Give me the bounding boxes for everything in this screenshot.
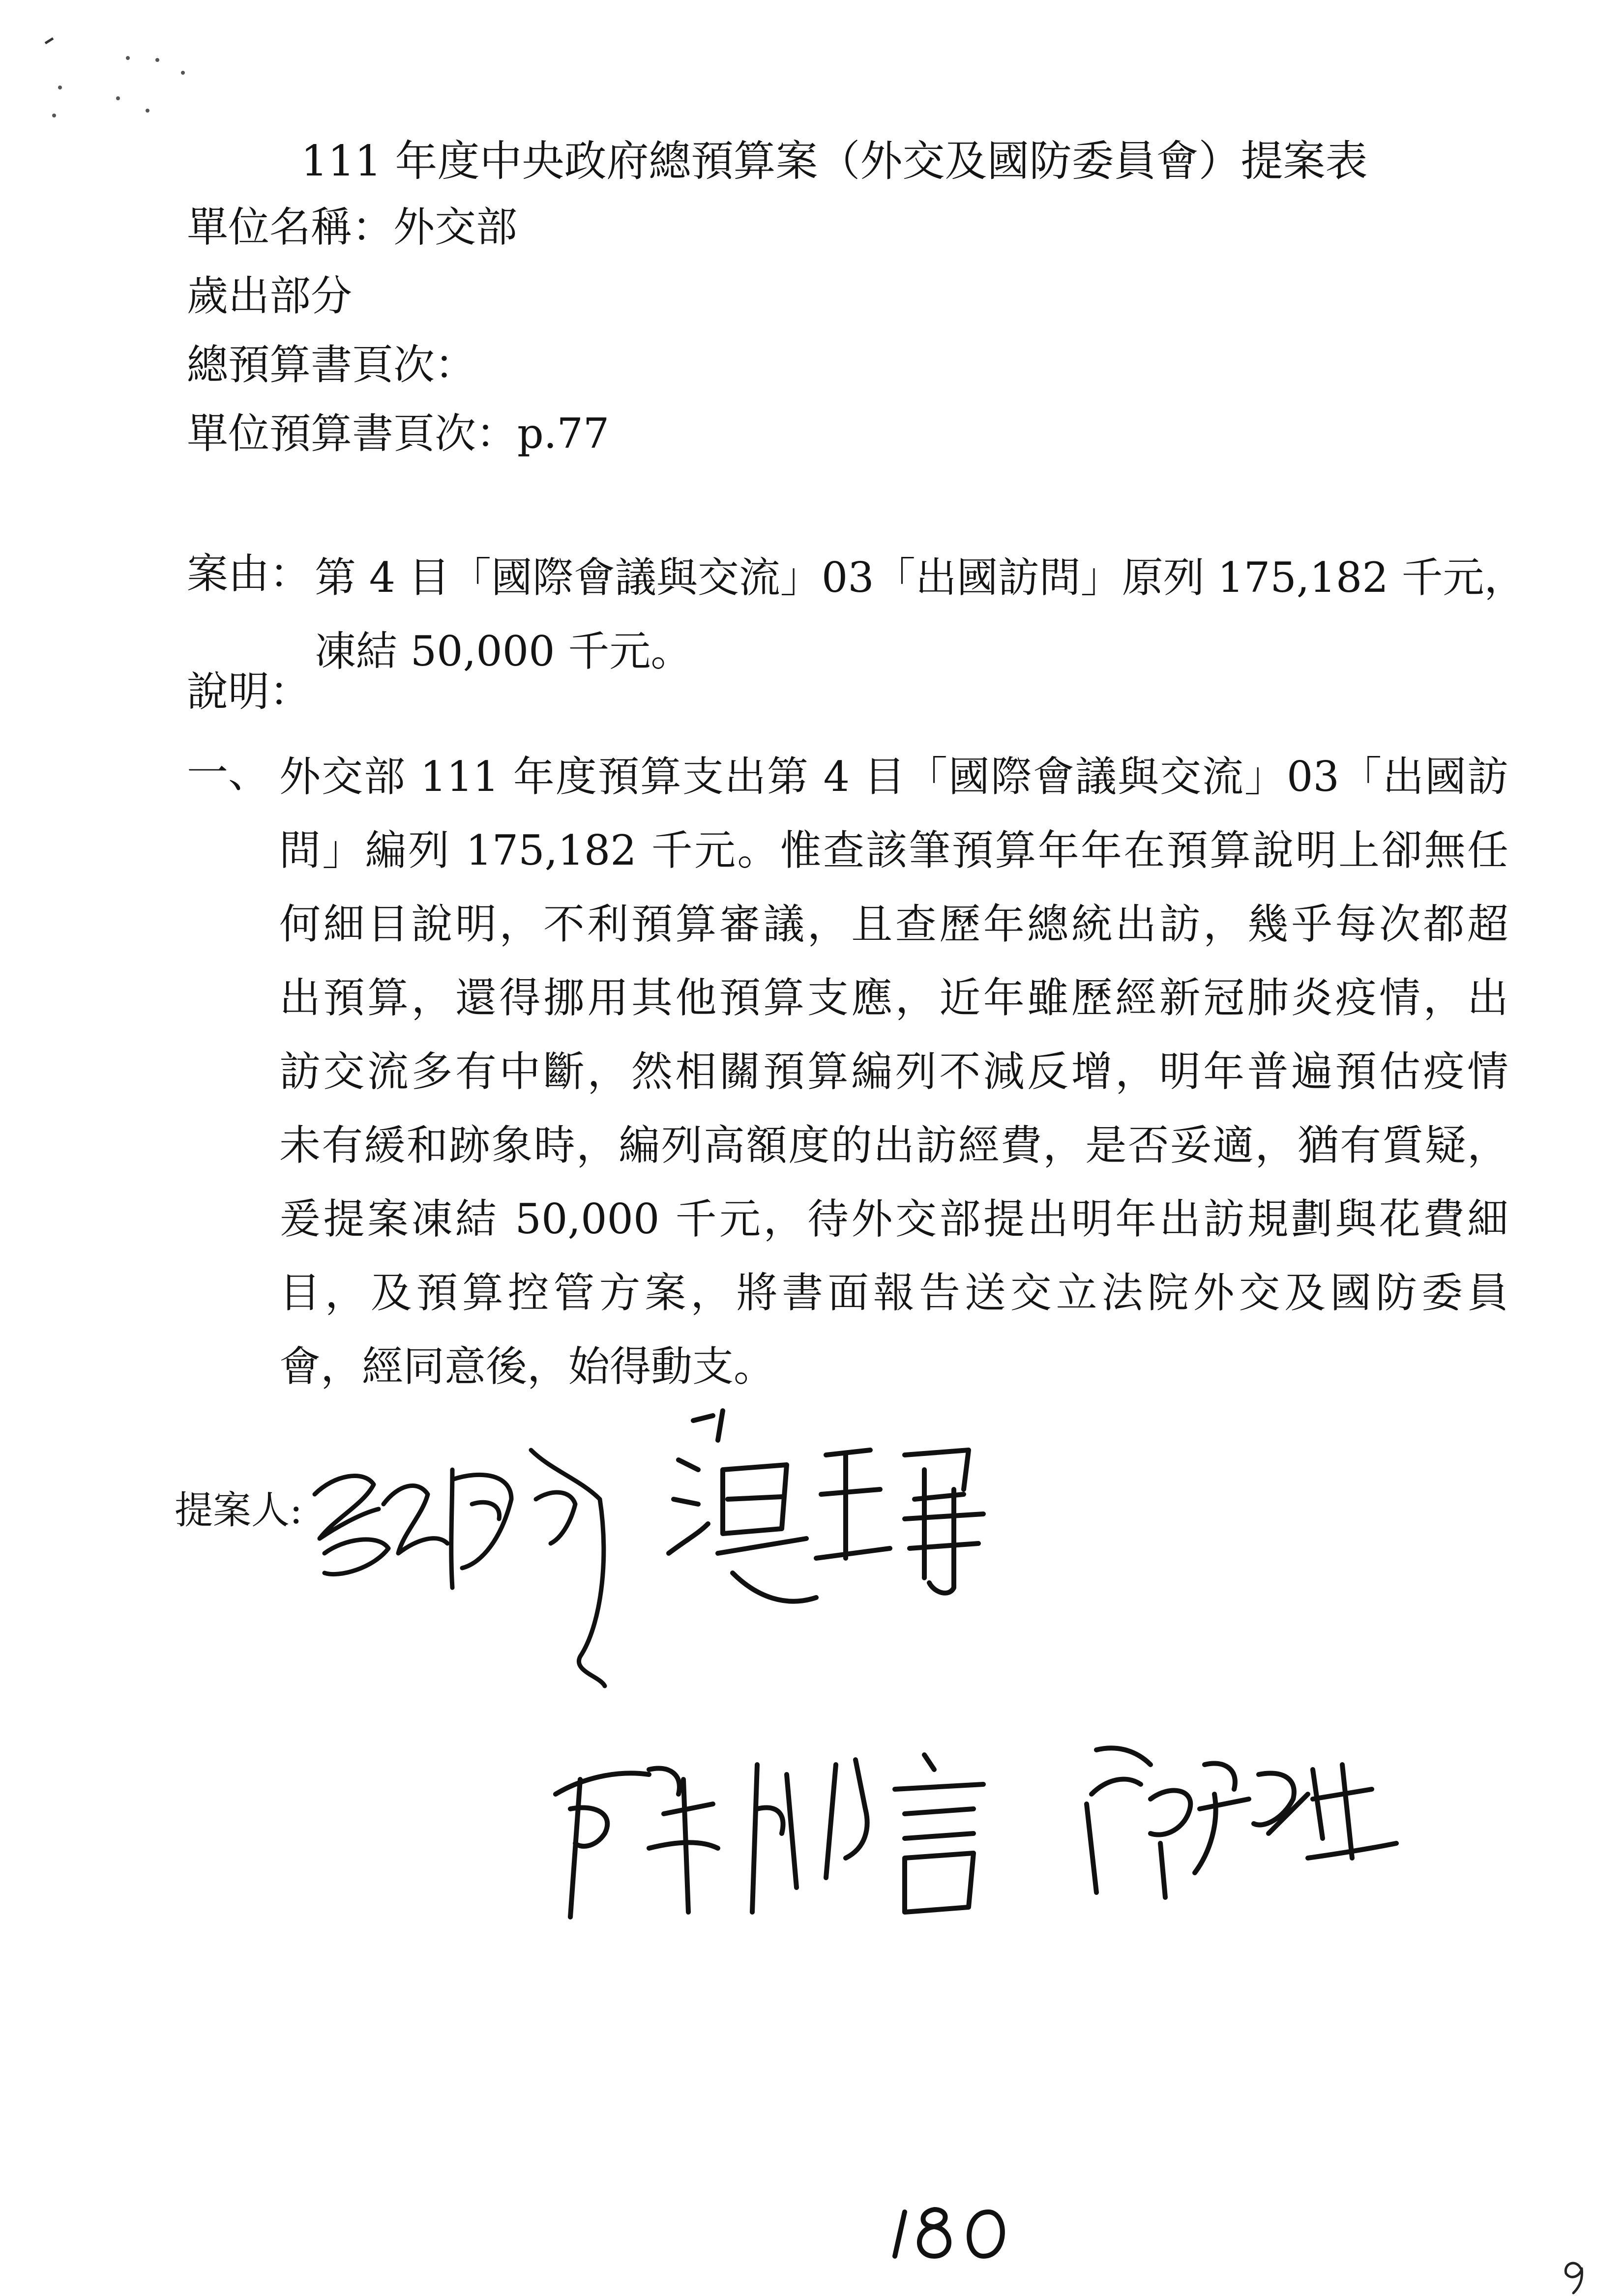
explanation-line: 出預算，還得挪用其他預算支應，近年雖歷經新冠肺炎疫情，出 bbox=[279, 974, 1508, 1022]
handwritten-page-number bbox=[885, 2197, 1023, 2266]
explanation-line: 問」編列 175,182 千元。惟查該筆預算年年在預算說明上卻無任 bbox=[279, 826, 1508, 874]
explanation-line: 爰提案凍結 50,000 千元，待外交部提出明年出訪規劃與花費細 bbox=[279, 1195, 1508, 1243]
unit-name: 單位名稱：外交部 bbox=[187, 203, 518, 251]
explanation-line: 外交部 111 年度預算支出第 4 目「國際會議與交流」03「出國訪 bbox=[279, 753, 1508, 801]
unit-budget-page: 單位預算書頁次：p.77 bbox=[187, 409, 610, 458]
explanation-line: 何細目說明，不利預算審議，且查歷年總統出訪，幾乎每次都超 bbox=[279, 900, 1508, 948]
item-number: 一、 bbox=[187, 749, 270, 797]
explanation-line: 目，及預算控管方案，將書面報告送交立法院外交及國防委員 bbox=[279, 1269, 1508, 1317]
case-text bbox=[315, 541, 1526, 688]
scan-specks bbox=[39, 29, 187, 128]
case-line: 第 4 目「國際會議與交流」03「出國訪問」原列 175,182 千元， bbox=[315, 553, 1526, 602]
explanation-label: 說明： bbox=[187, 668, 311, 716]
signature-3 bbox=[551, 1750, 1042, 1937]
explanation-line: 會，經同意後，始得動支。 bbox=[279, 1342, 775, 1391]
proposer-label: 提案人: bbox=[175, 1488, 303, 1533]
corner-number-text: 9 bbox=[1561, 2256, 1562, 2257]
signature-1 bbox=[305, 1440, 610, 1696]
handwritten-page-number-text: 180 bbox=[885, 2197, 886, 2198]
section-label: 歲出部分 bbox=[187, 272, 353, 320]
case-label: 案由： bbox=[187, 550, 311, 598]
explanation-line: 訪交流多有中斷，然相關預算編列不減反增，明年普遍預估疫情 bbox=[279, 1047, 1508, 1096]
signature-2 bbox=[659, 1411, 1003, 1627]
document-title: 111 年度中央政府總預算案（外交及國防委員會）提案表 bbox=[301, 137, 1368, 186]
case-line: 凍結 50,000 千元。 bbox=[315, 627, 692, 675]
explanation-line: 未有緩和跡象時，編列高額度的出訪經費，是否妥適，猶有質疑， bbox=[279, 1121, 1508, 1169]
total-budget-page: 總預算書頁次： bbox=[187, 341, 476, 389]
explanation-paragraph bbox=[279, 740, 1508, 1403]
signature-4 bbox=[1077, 1735, 1401, 1912]
corner-page-number bbox=[1561, 2256, 1591, 2296]
